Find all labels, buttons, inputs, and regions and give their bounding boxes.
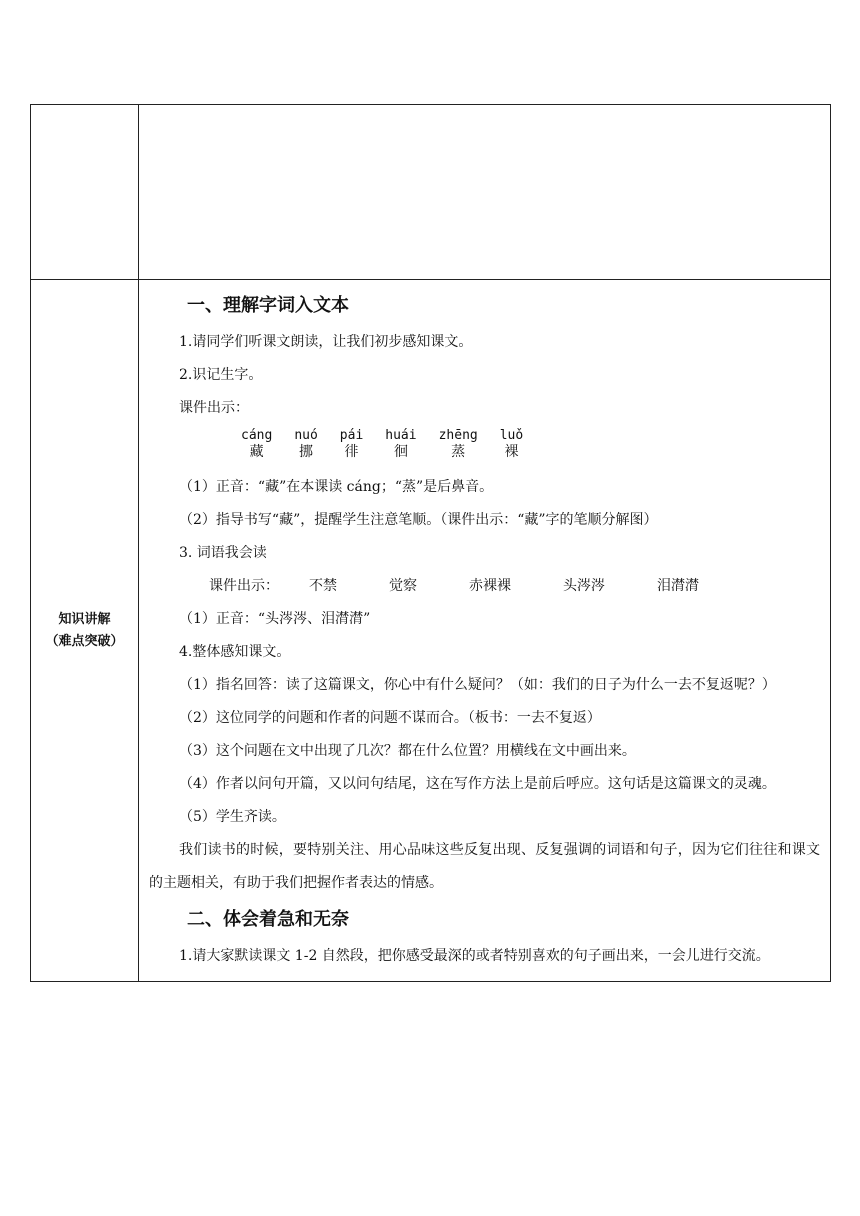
paragraph: 3. 词语我会读 [179, 545, 267, 561]
row-label [31, 609, 138, 653]
paragraph: （1）正音：“藏”在本课读 cáng；“蒸”是后鼻音。 [179, 479, 494, 495]
paragraph: （1）正音：“头涔涔、泪潸潸” [179, 611, 371, 627]
paragraph: （2）这位同学的问题和作者的问题不谋而合。（板书：一去不复返） [179, 710, 601, 726]
vocabulary-word: 泪潸潸 [657, 578, 699, 594]
vocabulary-word: 头涔涔 [563, 578, 605, 594]
paragraph: （4）作者以问句开篇，又以问句结尾，这在写作方法上是前后呼应。这句话是这篇课文的灵魂。 [179, 776, 776, 792]
table-row [31, 105, 831, 280]
row-label-line2: （难点突破） [45, 633, 124, 649]
row-label-cell [31, 280, 139, 982]
lesson-plan-table [30, 104, 831, 982]
section-heading: 一、理解字词入文本 [187, 295, 349, 316]
pinyin: huái [385, 428, 417, 443]
hanzi: 蒸 [451, 444, 466, 460]
paragraph: （3）这个问题在文中出现了几次？都在什么位置？用横线在文中画出来。 [179, 743, 636, 759]
vocabulary-label: 课件出示： [209, 578, 279, 594]
row-content-cell [139, 280, 831, 982]
hanzi: 挪 [299, 444, 314, 460]
paragraph: （5）学生齐读。 [179, 809, 286, 825]
row-label-line1: 知识讲解 [58, 611, 111, 627]
pinyin: pái [339, 428, 364, 443]
vocabulary-word: 觉察 [389, 578, 417, 594]
pinyin-item [340, 427, 363, 467]
paragraph: （1）指名回答：读了这篇课文，你心中有什么疑问？（如：我们的日子为什么一去不复返呢？） [179, 677, 776, 693]
paragraph: 1.请大家默读课文 1-2 自然段，把你感受最深的或者特别喜欢的句子画出来，一会儿进行交流。 [179, 948, 770, 964]
pinyin-characters [149, 427, 820, 467]
pinyin: luǒ [499, 428, 524, 443]
hanzi: 徊 [393, 444, 408, 460]
pinyin-item [439, 427, 478, 467]
vocabulary-line [149, 570, 820, 603]
row-content-cell-empty [139, 105, 831, 280]
row-label-cell-empty [31, 105, 139, 280]
pinyin-item [385, 427, 416, 467]
hanzi: 裸 [504, 444, 519, 460]
paragraph: 我们读书的时候，要特别关注、用心品味这些反复出现、反复强调的词语和句子，因为它们往往和课文的主题相关，有助于我们把握作者表达的情感。 [149, 842, 820, 891]
paragraph: 4.整体感知课文。 [179, 644, 291, 660]
hanzi: 徘 [344, 444, 359, 460]
pinyin: cáng [241, 428, 273, 443]
paragraph: 1.请同学们听课文朗读，让我们初步感知课文。 [179, 334, 473, 350]
pinyin: zhēng [438, 428, 478, 443]
pinyin: nuó [294, 428, 318, 443]
pinyin-item [294, 427, 317, 467]
pinyin-item [500, 427, 523, 467]
paragraph: 2.识记生字。 [179, 367, 263, 383]
paragraph: （2）指导书写“藏”，提醒学生注意笔顺。（课件出示：“藏”字的笔顺分解图） [179, 512, 658, 528]
vocabulary-word: 不禁 [309, 578, 337, 594]
table-row [31, 280, 831, 982]
paragraph: 课件出示： [179, 400, 249, 416]
section-heading: 二、体会着急和无奈 [187, 909, 349, 930]
pinyin-item [241, 427, 272, 467]
vocabulary-word: 赤裸裸 [469, 578, 511, 594]
hanzi: 藏 [249, 444, 264, 460]
